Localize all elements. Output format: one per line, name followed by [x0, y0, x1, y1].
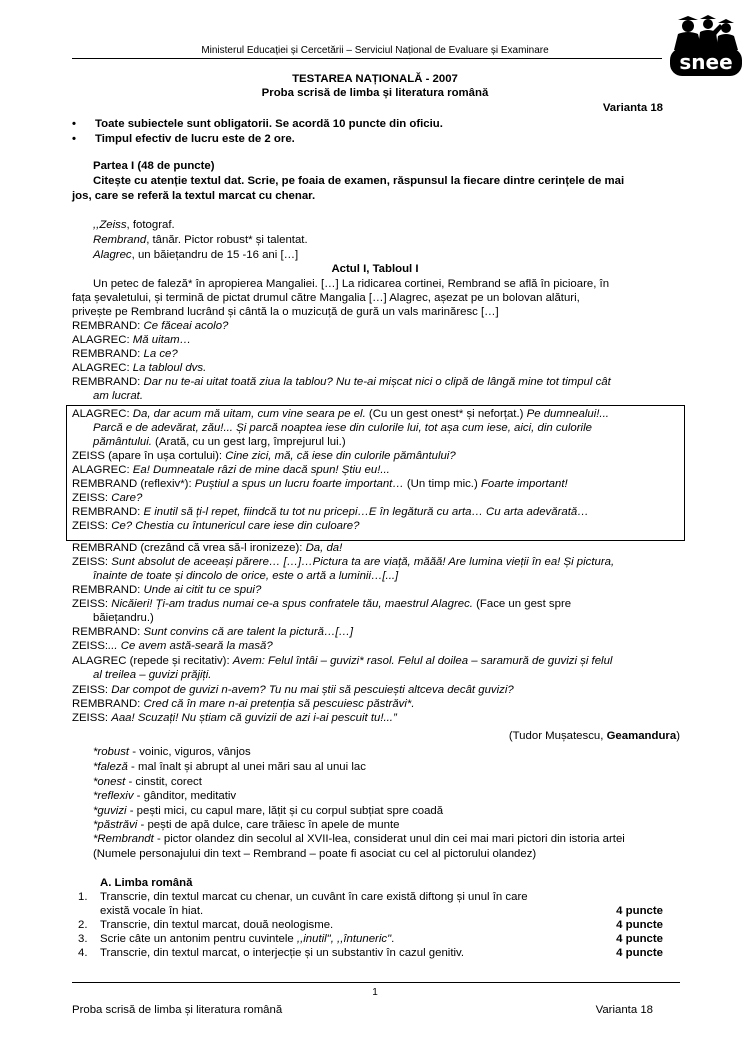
- footer-right: Varianta 18: [595, 1004, 653, 1016]
- footer-left: Proba scrisă de limba și literatura română: [72, 1004, 283, 1016]
- glossary-note: (Numele personajului din text – Rembrand – poate fi asociat cu cel al pictorului olandez): [93, 848, 537, 860]
- question-3: 3. Scrie câte un antonim pentru cuvintele ,,inutil", ,,întuneric". 4 puncte: [78, 933, 663, 945]
- variant-label: Varianta 18: [602, 102, 663, 114]
- dialog-line: ALAGREC: La tabloul dvs.: [72, 362, 207, 374]
- boxed-line: REMBRAND: E inutil să ți-l repet, fiindcă tu tot nu pricepi…E în legătură cu arta… Cu arta adevărată…: [72, 506, 589, 518]
- glossary-item: *Rembrandt - pictor olandez din secolul al XVII-lea, considerat unul din cei mai mari pictori din istoria artei: [93, 833, 625, 845]
- boxed-line: ALAGREC: Ea! Dumneatale râzi de mine dacă spun! Știu eu!...: [72, 464, 390, 476]
- ministry-header: Ministerul Educației și Cercetării – Serviciul Național de Evaluare și Examinare: [201, 45, 549, 56]
- dialog-line: băiețandru.): [93, 612, 154, 624]
- dialog-line: ALAGREC: Mă uitam…: [72, 334, 192, 346]
- stage-line: Un petec de faleză* în apropierea Mangaliei. […] La ridicarea cortinei, Rembrand se află în picioare, în: [93, 278, 610, 290]
- dialog-line: al treilea – guvizi prăjiți.: [93, 669, 212, 681]
- boxed-line: ALAGREC: Da, dar acum mă uitam, cum vine seara pe el. (Cu un gest onest* și neforțat.) Pe dumnealui!...: [72, 408, 609, 420]
- dialog-line: REMBRAND: Cred că în mare n-ai pretenția să pescuiesc păstrăvi*.: [72, 698, 415, 710]
- boxed-line: ZEISS: Care?: [72, 492, 143, 504]
- snee-logo: [668, 14, 744, 78]
- instruction-2: Timpul efectiv de lucru este de 2 ore.: [95, 133, 295, 145]
- boxed-line: REMBRAND (reflexiv*): Puștiul a spus un lucru foarte important… (Un timp mic.) Foarte important!: [72, 478, 568, 490]
- dialog-line: REMBRAND: Ce făceai acolo?: [72, 320, 229, 332]
- dialog-line: ZEISS: Dar compot de guvizi n-avem? Tu nu mai știi să pescuiești altceva decât guvizi?: [72, 684, 514, 696]
- glossary-item: *guvizi - pești mici, cu capul mare, lățit și cu corpul subțiat spre coadă: [93, 805, 444, 817]
- dialog-line: înainte de toate și dincolo de orice, este o artă a luminii…[...]: [93, 570, 399, 582]
- points-label: 4 puncte: [616, 933, 663, 945]
- exam-subtitle: Proba scrisă de limba și literatura română: [261, 87, 489, 99]
- character-rembrand: Rembrand, tânăr. Pictor robust* și talentat.: [93, 234, 308, 246]
- glossary-item: *faleză - mal înalt și abrupt al unei mări sau al unui lac: [93, 761, 366, 773]
- dialog-line: ZEISS: Aaa! Scuzați! Nu știam că guvizii de azi i-ai pescuit tu!...”: [72, 712, 397, 724]
- points-label: 4 puncte: [616, 947, 663, 959]
- glossary-item: *reflexiv - gânditor, meditativ: [93, 790, 237, 802]
- part-heading: Partea I (48 de puncte): [93, 160, 215, 172]
- stage-line: privește pe Rembrand lucrând și cântă la o muzicuță de gură un vals marinăresc […]: [72, 306, 499, 318]
- logo-text: snee: [679, 50, 733, 74]
- page-number: 1: [372, 987, 378, 998]
- glossary-item: *onest - cinstit, corect: [93, 776, 202, 788]
- task-line-1: Citește cu atenție textul dat. Scrie, pe foaia de examen, răspunsul la fiecare dintre cerințele de mai: [93, 175, 625, 187]
- dialog-line: am lucrat.: [93, 390, 144, 402]
- points-label: 4 puncte: [616, 905, 663, 917]
- act-title: Actul I, Tabloul I: [331, 263, 419, 275]
- instruction-bullet: •: [72, 133, 76, 145]
- question-4: 4. Transcrie, din textul marcat, o interjecție și un substantiv în cazul genitiv. 4 puncte: [78, 947, 663, 959]
- instruction-1: Toate subiectele sunt obligatorii. Se acordă 10 puncte din oficiu.: [95, 118, 443, 130]
- dialog-line: REMBRAND: Unde ai citit tu ce spui?: [72, 584, 262, 596]
- stage-line: fața șevaletului, și termină de pictat drumul către Mangalia […] Alagrec, așezat pe un bolovan alături,: [72, 292, 580, 304]
- header-divider: [72, 58, 662, 59]
- boxed-line: ZEISS (apare în ușa cortului): Cine zici, mă, că iese din culorile pământului?: [72, 450, 456, 462]
- section-a-heading: A. Limba română: [100, 877, 193, 889]
- instruction-bullet: •: [72, 118, 76, 130]
- glossary-item: *păstrăvi - pești de apă dulce, care trăiesc în apele de munte: [93, 819, 400, 831]
- dialog-line: REMBRAND: Dar nu te-ai uitat toată ziua la tablou? Nu te-ai mișcat nici o clipă de lângă mine tot timpul cât: [72, 376, 611, 388]
- dialog-line: ZEISS: Nicăieri! Ți-am tradus numai ce-a spus confratele tău, maestrul Alagrec. (Face un gest spre: [72, 598, 572, 610]
- boxed-line: pământului. (Arată, cu un gest larg, împrejurul lui.): [93, 436, 346, 448]
- dialog-line: ALAGREC (repede și recitativ): Avem: Felul întâi – guvizi* rasol. Felul al doilea – saramură de guvizi și felul: [72, 655, 613, 667]
- character-zeiss: ,,Zeiss, fotograf.: [93, 219, 175, 231]
- question-2: 2. Transcrie, din textul marcat, două neologisme. 4 puncte: [78, 919, 663, 931]
- task-line-2: jos, care se referă la textul marcat cu chenar.: [72, 190, 316, 202]
- dialog-line: REMBRAND: Sunt convins că are talent la pictură…[…]: [72, 626, 354, 638]
- boxed-line: ZEISS: Ce? Chestia cu întunericul care iese din culoare?: [72, 520, 360, 532]
- source-citation: (Tudor Mușatescu, Geamandura): [508, 730, 680, 742]
- character-alagrec: Alagrec, un băiețandru de 15 -16 ani […]: [93, 249, 299, 261]
- points-label: 4 puncte: [616, 919, 663, 931]
- footer-divider: [72, 982, 680, 983]
- dialog-line: ZEISS: Sunt absolut de aceeași părere… […]…Pictura ta are viață, măăă! Are lumina vieții în ea! Și pictura,: [72, 556, 615, 568]
- boxed-line: Parcă e de adevărat, zău!... Și parcă noaptea iese din culorile lui, tot așa cum iese, aici, din culorile: [93, 422, 592, 434]
- dialog-line: ZEISS:... Ce avem astă-seară la masă?: [72, 640, 273, 652]
- dialog-line: REMBRAND: La ce?: [72, 348, 178, 360]
- exam-title: TESTAREA NAȚIONALĂ - 2007: [292, 73, 458, 85]
- dialog-line: REMBRAND (crezând că vrea să-l ironizeze): Da, da!: [72, 542, 343, 554]
- glossary-item: *robust - voinic, viguros, vânjos: [93, 746, 251, 758]
- question-1: 1. Transcrie, din textul marcat cu chenar, un cuvânt în care există diftong și unul în care există vocale în hiat. 4 puncte: [78, 891, 663, 917]
